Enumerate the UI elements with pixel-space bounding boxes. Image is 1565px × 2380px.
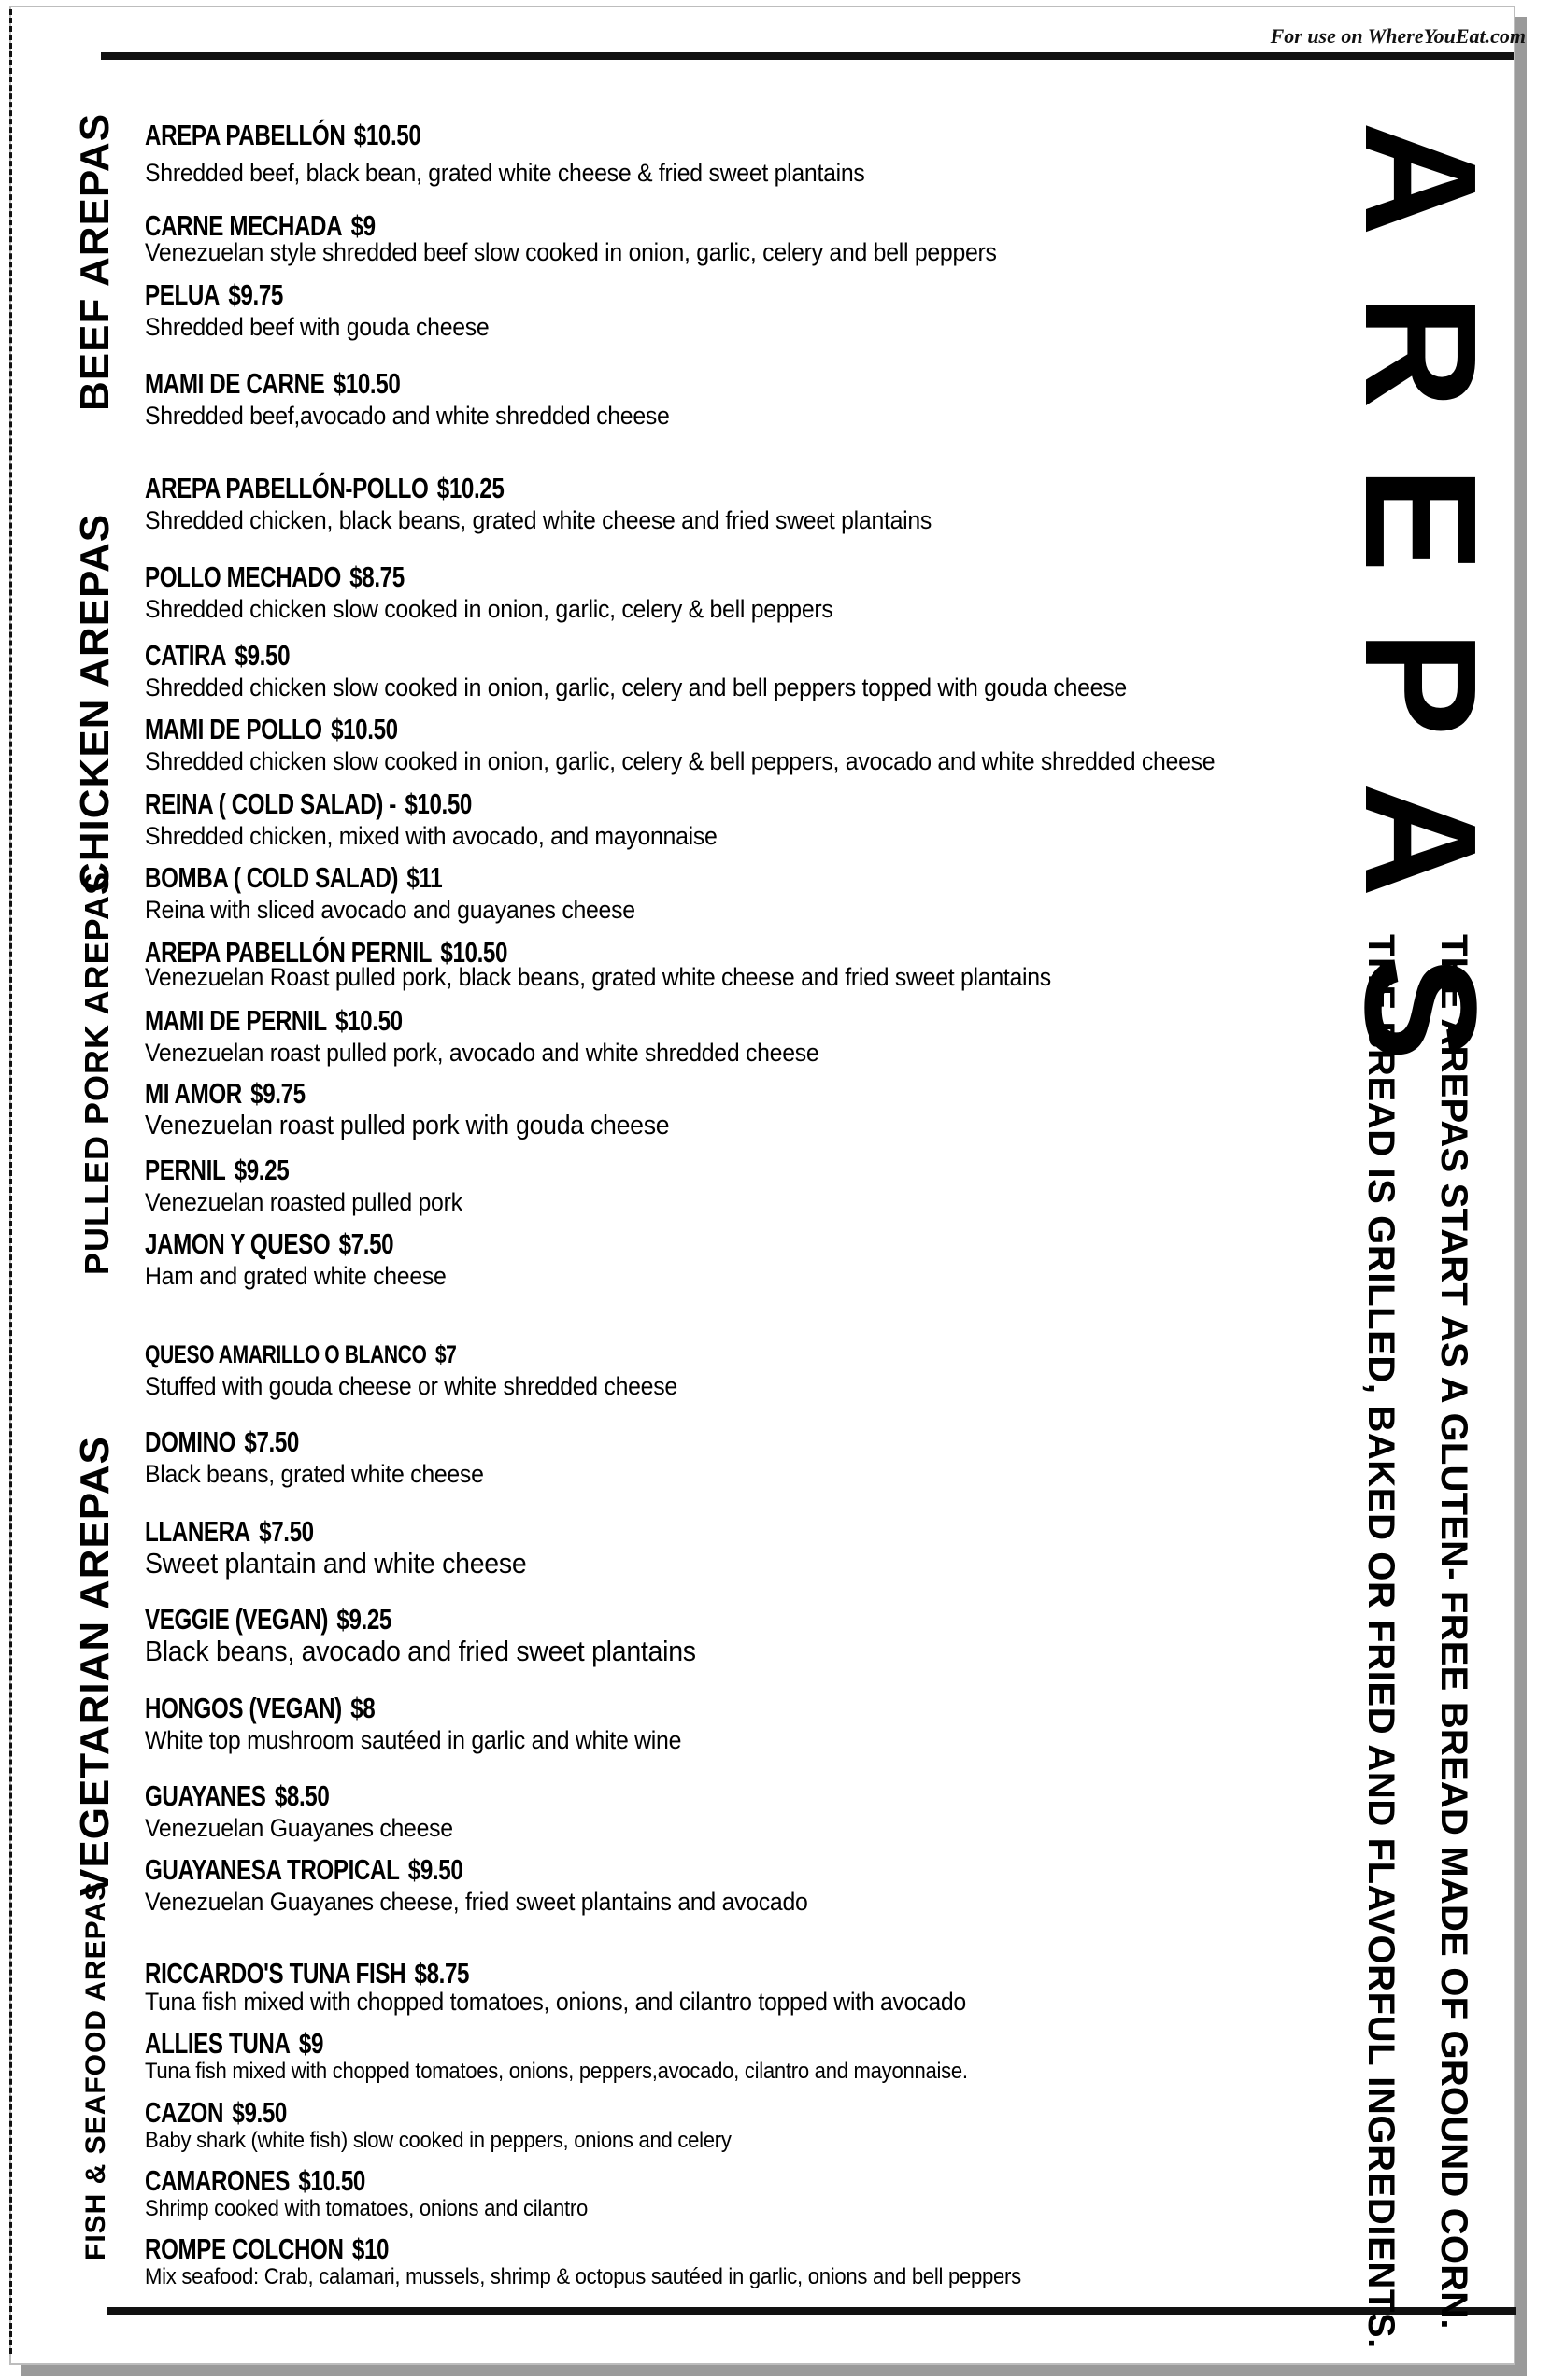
menu-item: [145, 472, 1000, 535]
item-price: $9.50: [232, 2096, 287, 2129]
item-description: Baby shark (white fish) slow cooked in peppers, onions and celery: [145, 2128, 732, 2153]
menu-item: [145, 861, 677, 925]
item-description: Shredded beef with gouda cheese: [145, 313, 490, 341]
item-name: GUAYANESA TROPICAL: [145, 1853, 400, 1886]
menu-item: [145, 1515, 560, 1579]
item-name: JAMON Y QUESO: [145, 1227, 331, 1260]
section-label-beef: BEEF AREPAS: [72, 112, 118, 411]
item-description: Venezuelan Roast pulled pork, black beans, grated white cheese and fried sweet plantains: [145, 963, 1051, 991]
item-description: Shrimp cooked with tomatoes, onions and cilantro: [145, 2196, 589, 2221]
item-price: $10.50: [353, 119, 421, 151]
item-price: $7.50: [259, 1515, 314, 1548]
item-price: $11: [406, 861, 443, 894]
menu-item: [145, 1227, 475, 1291]
item-name: MAMI DE POLLO: [145, 713, 322, 745]
menu-item: [145, 639, 1212, 702]
item-price: $8.75: [414, 1957, 470, 1990]
menu-item: [145, 1154, 490, 1217]
item-name: REINA ( COLD SALAD) -: [145, 787, 396, 820]
item-name: VEGGIE (VEGAN): [145, 1603, 329, 1636]
item-name: CATIRA: [145, 639, 227, 672]
item-description: Venezuelan roast pulled pork, avocado and white shredded cheese: [145, 1039, 819, 1067]
item-price: $10.25: [436, 472, 505, 504]
item-description: Mix seafood: Crab, calamari, mussels, shrimp & octopus sautéed in garlic, onions and bell peppers: [145, 2264, 1021, 2289]
item-price: $9.50: [235, 639, 291, 672]
menu-item: [145, 1425, 513, 1489]
watermark: For use on WhereYouEat.com: [1270, 24, 1526, 48]
menu-item: [145, 1077, 715, 1140]
item-name: AREPA PABELLÓN-POLLO: [145, 472, 429, 504]
item-name: DOMINO: [145, 1425, 236, 1458]
menu-item: [145, 2096, 782, 2156]
item-description: Ham and grated white cheese: [145, 1262, 447, 1290]
item-name: ALLIES TUNA: [145, 2027, 291, 2060]
item-description: Shredded chicken slow cooked in onion, garlic, celery and bell peppers topped with gouda cheese: [145, 673, 1127, 701]
menu-item: [145, 119, 928, 188]
item-description: Black beans, avocado and fried sweet plantains: [145, 1635, 696, 1667]
item-description: Shredded chicken slow cooked in onion, garlic, celery & bell peppers, avocado and white shredded cheese: [145, 747, 1216, 775]
item-name: HONGOS (VEGAN): [145, 1692, 342, 1724]
item-description: Venezuelan Guayanes cheese: [145, 1814, 453, 1842]
item-description: Shredded chicken, mixed with avocado, and mayonnaise: [145, 822, 718, 850]
item-price: $8.75: [349, 560, 405, 593]
item-description: Venezuelan Guayanes cheese, fried sweet plantains and avocado: [145, 1888, 808, 1916]
section-label-fish-seafood: FISH & SEAFOOD AREPAS: [80, 1880, 111, 2260]
menu-item: [145, 936, 1130, 992]
item-price: $10.50: [298, 2164, 365, 2197]
item-name: GUAYANES: [145, 1779, 266, 1812]
item-price: $10.50: [405, 787, 472, 820]
section-label-chicken: CHICKEN AREPAS: [72, 513, 118, 892]
item-price: $9.75: [228, 278, 283, 311]
item-name: PELUA: [145, 278, 221, 311]
item-name: MAMI DE PERNIL: [145, 1004, 327, 1037]
tagline-line-1: THE AREPAS START AS A GLUTEN- FREE BREAD MADE OF GROUND CORN.: [1433, 934, 1474, 2330]
menu-item: [145, 367, 715, 431]
item-name: POLLO MECHADO: [145, 560, 341, 593]
item-name: AREPA PABELLÓN PERNIL: [145, 936, 433, 969]
item-description: Venezuelan style shredded beef slow cooked in onion, garlic, celery and bell peppers: [145, 238, 997, 266]
item-price: $10.50: [335, 1004, 403, 1037]
item-name: MI AMOR: [145, 1077, 242, 1110]
perforation-line: [9, 9, 12, 2354]
menu-item: [145, 787, 767, 851]
menu-item: [145, 2027, 1039, 2087]
section-label-vegetarian: VEGETARIAN AREPAS: [72, 1436, 118, 1896]
section-label-pulled-pork: PULLED PORK AREPAS: [78, 871, 116, 1275]
item-name: LLANERA: [145, 1515, 250, 1548]
item-name: CARNE MECHADA: [145, 209, 343, 242]
item-price: $10: [351, 2232, 390, 2265]
item-description: Tuna fish mixed with chopped tomatoes, onions, peppers,avocado, cilantro and mayonnaise.: [145, 2059, 968, 2084]
menu-item: [145, 278, 519, 342]
item-price: $8.50: [274, 1779, 330, 1812]
item-description: Reina with sliced avocado and guayanes cheese: [145, 896, 635, 924]
menu-item: [145, 1957, 1037, 2017]
item-description: Stuffed with gouda cheese or white shredded cheese: [145, 1372, 677, 1400]
menu-item: [145, 1779, 479, 1843]
menu-item: [145, 2164, 626, 2224]
tagline-line-2: THE BREAD IS GRILLED, BAKED OR FRIED AND FLAVORFUL INGREDIENTS.: [1360, 934, 1401, 2349]
menu-item: [145, 560, 893, 624]
menu-item: [145, 713, 1308, 776]
item-price: $7.50: [338, 1227, 394, 1260]
top-rule: [101, 52, 1514, 60]
menu-item: [145, 1338, 723, 1401]
item-description: Venezuelan roasted pulled pork: [145, 1188, 462, 1216]
item-name: CAMARONES: [145, 2164, 291, 2197]
item-name: RICCARDO'S TUNA FISH: [145, 1957, 406, 1990]
item-price: $9.25: [336, 1603, 391, 1636]
menu-title: AREPAS: [1331, 121, 1509, 1119]
item-price: $9: [298, 2027, 324, 2060]
item-price: $10.50: [333, 367, 401, 400]
item-description: Shredded beef, black bean, grated white cheese & fried sweet plantains: [145, 159, 865, 187]
bottom-rule: [107, 2307, 1516, 2315]
item-description: Shredded chicken, black beans, grated white cheese and fried sweet plantains: [145, 506, 932, 534]
item-description: White top mushroom sautéed in garlic and white wine: [145, 1726, 682, 1754]
item-price: $9: [350, 209, 376, 242]
item-description: Black beans, grated white cheese: [145, 1460, 484, 1488]
menu-item: [145, 2232, 1097, 2292]
item-price: $8: [350, 1692, 376, 1724]
item-price: $10.50: [331, 713, 398, 745]
menu-item: [145, 1853, 865, 1917]
menu-item: [145, 1603, 744, 1666]
item-description: Shredded beef,avocado and white shredded cheese: [145, 402, 670, 430]
menu-item: [145, 1692, 728, 1755]
item-name: BOMBA ( COLD SALAD): [145, 861, 399, 894]
item-price: $9.75: [250, 1077, 306, 1110]
item-price: $7.50: [244, 1425, 299, 1458]
item-name: CAZON: [145, 2096, 224, 2129]
item-description: Sweet plantain and white cheese: [145, 1547, 527, 1580]
item-price: $10.50: [440, 936, 508, 969]
item-price: $7: [434, 1340, 457, 1368]
item-name: MAMI DE CARNE: [145, 367, 325, 400]
item-description: Venezuelan roast pulled pork with gouda cheese: [145, 1111, 670, 1140]
item-price: $9.25: [234, 1154, 290, 1186]
item-name: QUESO AMARILLO O BLANCO: [145, 1340, 427, 1368]
item-name: ROMPE COLCHON: [145, 2232, 344, 2265]
menu-item: [145, 209, 1071, 267]
item-description: Shredded chicken slow cooked in onion, garlic, celery & bell peppers: [145, 595, 833, 623]
item-name: PERNIL: [145, 1154, 226, 1186]
item-description: Tuna fish mixed with chopped tomatoes, onions, and cilantro topped with avocado: [145, 1988, 966, 2016]
item-price: $9.50: [407, 1853, 463, 1886]
item-name: AREPA PABELLÓN: [145, 119, 346, 151]
menu-item: [145, 1004, 877, 1068]
